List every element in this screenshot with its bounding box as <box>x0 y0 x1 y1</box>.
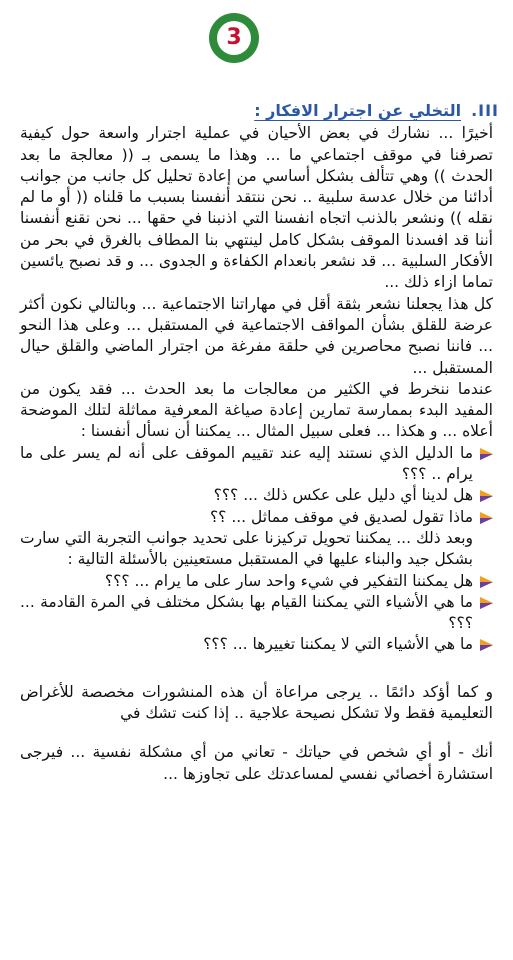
disclaimer-paragraph-1: و كما أؤكد دائمًا .. يرجى مراعاة أن هذه المنشورات مخصصة للأغراض التعليمية فقط ولا تشكل نصيحة علاجية .. إذا كنت تشك في <box>20 682 493 723</box>
list-item <box>20 443 493 486</box>
list-item <box>20 592 493 635</box>
question-text: ما الدليل الذي نستند إليه عند تقييم الموقف على أنه لم يسر على ما يرام .. ؟؟؟ <box>20 443 473 484</box>
list-item <box>20 485 493 506</box>
bullet-arrow-icon <box>480 597 493 609</box>
list-item <box>20 634 493 655</box>
question-text: ما هي الأشياء التي يمكننا القيام بها بشكل مختلف في المرة القادمة ... ؟؟؟ <box>20 592 473 633</box>
question-text: ماذا تقول لصديق في موقف مماثل ... ؟؟ <box>209 507 473 526</box>
paragraph-3: عندما ننخرط في الكثير من معالجات ما بعد الحدث ... فقد يكون من المفيد البدء بممارسة تمارين إعادة صياغة المعرفية مماثلة لتلك الموضحة أعلاه ... و هكذا ... فعلى سبيل المثال ... يمكننا أن نسأل أنفسنا : <box>20 379 493 441</box>
section-roman-numeral: III. <box>471 101 499 120</box>
follow-up-paragraph: وبعد ذلك ... يمكننا تحويل تركيزنا على تحديد جوانب التجربة التي سارت بشكل جيد والبناء عليها في المستقبل مستعينين بالأسئلة التالية : <box>20 528 473 569</box>
bullet-arrow-icon <box>480 512 493 524</box>
disclaimer-paragraph-2: أنك - أو أي شخص في حياتك - تعاني من أي مشكلة نفسية ... فيرجى استشارة أخصائي نفسي لمساعدتك على تجاوزها ... <box>20 743 493 783</box>
bullet-arrow-icon <box>480 639 493 651</box>
article-body <box>20 100 499 785</box>
paragraph-2: كل هذا يجعلنا نشعر بثقة أقل في مهاراتنا الاجتماعية ... وبالتالي نكون أكثر عرضة للقلق بشأن المواقف الاجتماعية في المستقبل ... وعلى هذا النحو ... فاننا نصبح محاصرين في حلقة مفرغة من اجترار الماضي والقلق حيال المستقبل ... <box>20 294 493 377</box>
question-text: ما هي الأشياء التي لا يمكننا تغييرها ... ؟؟؟ <box>203 635 473 654</box>
list-item <box>20 507 493 528</box>
section-title: التخلي عن اجترار الافكار : <box>254 101 462 120</box>
badge-number: 3 <box>217 21 251 55</box>
section-number-badge <box>209 13 259 63</box>
paragraph-1: أخيرًا ... نشارك في بعض الأحيان في عملية اجترار واسعة حول كيفية تصرفنا في موقف اجتماعي ما ... وهذا ما يسمى بـ (( معالجة ما بعد الحدث )) وهي تتألف بشكل أساسي من إعادة تحليل كل جانب من جوانب أدائنا من خلال عدسة سلبية .. نحن ننتقد أنفسنا بسبب ما قلناه (( أو ما لم نقله )) ونشعر بالذنب اتجاه انفسنا التي اذنبنا في حقها ... نحن نقنع أنفسنا أننا قد افسدنا الموقف بشكل كامل لينتهي بنا المطاف بالغرق في بحر من الأفكار السلبية ... قد نشعر بانعدام الكفاءة و الجدوى ... و قد نصبح يائسين تماما ازاء ذلك ... <box>20 124 493 292</box>
question-text: هل يمكننا التفكير في شيء واحد سار على ما يرام ... ؟؟؟ <box>104 571 473 590</box>
bullet-arrow-icon <box>480 490 493 502</box>
list-item <box>20 571 493 592</box>
bullet-arrow-icon <box>480 448 493 460</box>
questions-list-1 <box>20 443 493 528</box>
section-heading <box>20 100 499 121</box>
question-text: هل لدينا أي دليل على عكس ذلك ... ؟؟؟ <box>213 486 473 505</box>
questions-list-2 <box>20 571 493 656</box>
bullet-arrow-icon <box>480 576 493 588</box>
